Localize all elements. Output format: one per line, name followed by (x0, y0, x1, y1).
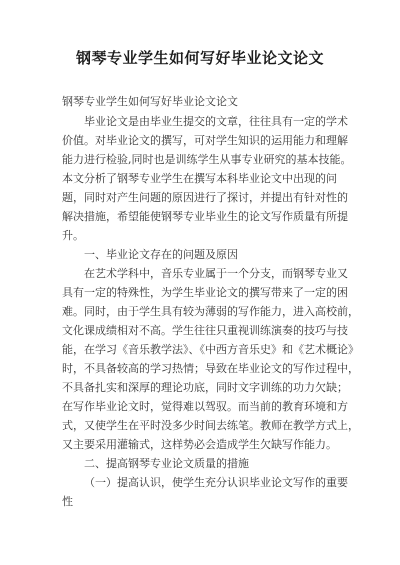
body-line: 能，在学习《音乐教学法》、《中西方音乐史》和《艺术概论》 (62, 343, 359, 356)
body-line: 又主要采用灌输式，这样势必会造成学生欠缺写作能力。 (62, 438, 337, 451)
body-line: 不具备扎实和深厚的理论功底，同时文字训练的功力欠缺； (62, 381, 348, 394)
body-line: 升。 (62, 229, 84, 242)
body-line: 能力进行检验,同时也是训练学生从事专业研究的基本技能。 (62, 153, 352, 166)
body-line: 毕业论文是由毕业生提交的文章，往往具有一定的学术 (84, 115, 348, 128)
body-line: 解决措施，希望能使钢琴专业毕业生的论文写作质量有所提 (62, 210, 348, 223)
document-title: 钢琴专业学生如何写好毕业论文论文 (75, 49, 324, 67)
body-line: 具有一定的特殊性，为学生毕业论文的撰写带来了一定的困 (62, 286, 348, 299)
body-line: 本文分析了钢琴专业学生在撰写本科毕业论文中出现的问 (62, 172, 337, 185)
body-line: 性 (62, 495, 73, 508)
body-line: 文化课成绩相对不高。学生往往只重视训练演奏的技巧与技 (62, 324, 348, 337)
body-line: 在艺术学科中，音乐专业属于一个分支，而钢琴专业又 (84, 267, 348, 280)
subtitle-line: 钢琴专业学生如何写好毕业论文论文 (62, 95, 238, 108)
body-line: 题，同时对产生问题的原因进行了探讨，并提出有针对性的 (62, 191, 348, 204)
section-heading: 一、毕业论文存在的问题及原因 (84, 248, 238, 261)
body-line: 在写作毕业论文时，觉得难以驾驭。而当前的教育环境和方 (62, 400, 348, 413)
section-heading: 二、提高钢琴专业论文质量的措施 (84, 457, 249, 470)
body-line: 式，又使学生在平时没多少时间去练笔。教师在教学方式上， (62, 419, 359, 432)
body-line: 难。同时，由于学生具有较为薄弱的写作能力，进入高校前， (62, 305, 359, 318)
subsection-heading: （一）提高认识，使学生充分认识毕业论文写作的重要 (84, 476, 348, 489)
body-line: 价值。对毕业论文的撰写，可对学生知识的运用能力和理解 (62, 134, 348, 147)
body-line: 时，不具备较高的学习热情；导致在毕业论文的写作过程中， (62, 362, 359, 375)
